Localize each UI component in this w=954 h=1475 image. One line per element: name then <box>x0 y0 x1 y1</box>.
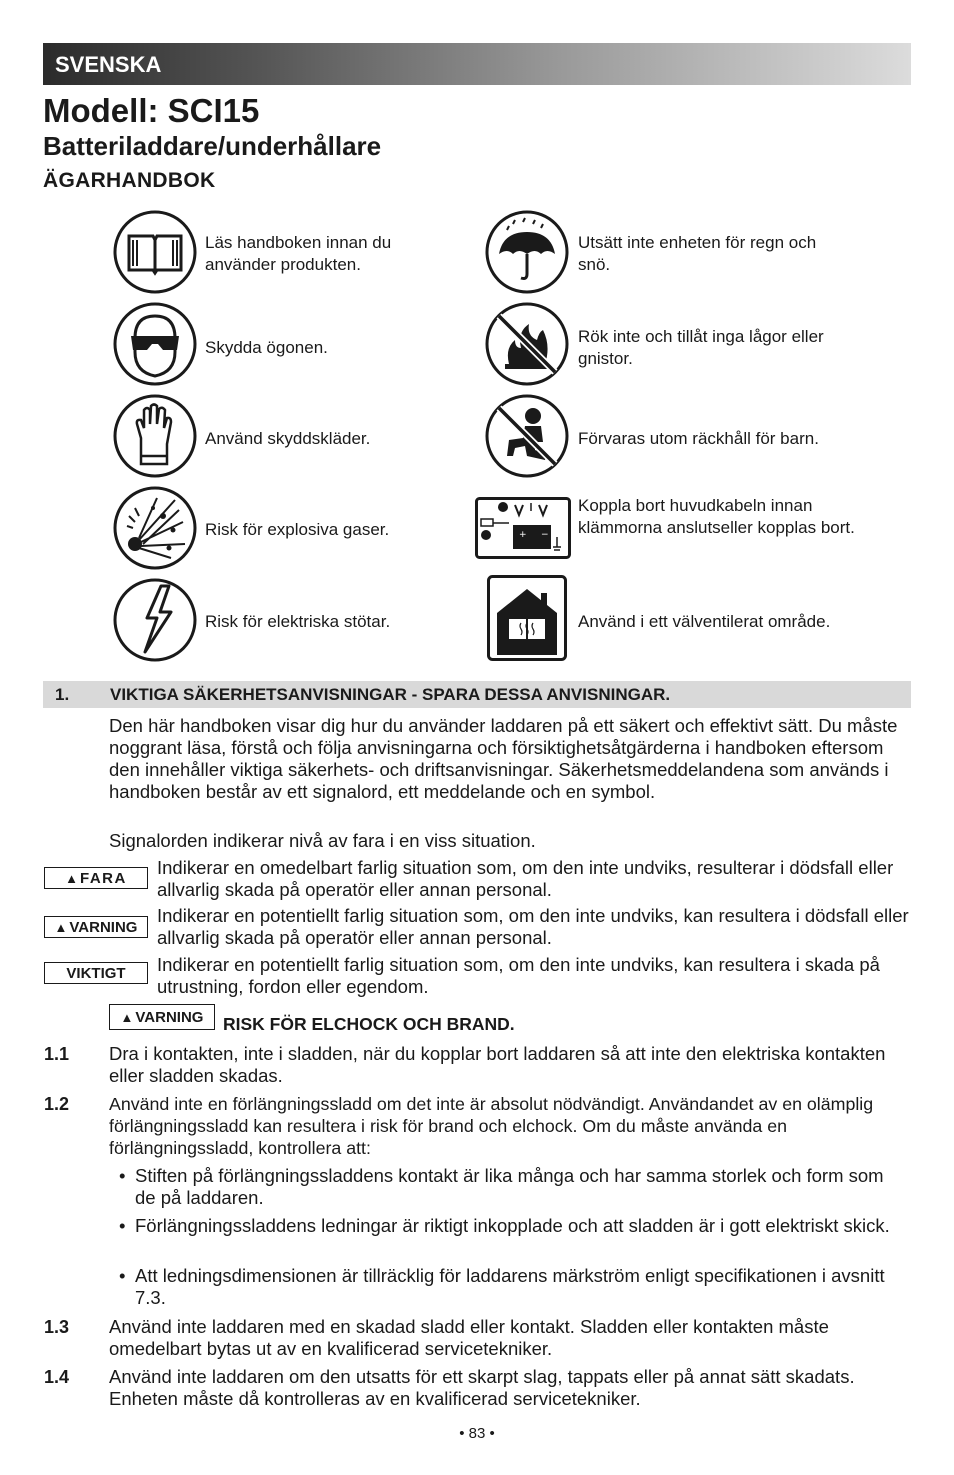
signal-label-fara: ▲ FARA <box>44 867 148 889</box>
symbol-text-explosive-gas: Risk för explosiva gaser. <box>205 520 390 539</box>
item-number: 1.2 <box>44 1094 70 1114</box>
symbol-text-eye-protection: Skydda ögonen. <box>205 338 328 357</box>
glove-icon <box>113 394 197 478</box>
language-banner <box>43 43 911 85</box>
warning-triangle-icon: ▲ <box>120 1009 134 1025</box>
manual-heading: ÄGARHANDBOK <box>43 169 216 192</box>
signal-label-viktigt: VIKTIGT <box>44 962 148 984</box>
signal-text-fara: Indikerar en omedelbart farlig situation som, om den inte undviks, resulterar i dödsfall eller allvarlig skada på operatör eller annan personal. <box>157 857 894 900</box>
signal-label-varning: ▲ VARNING <box>44 916 148 938</box>
explosion-icon <box>113 486 197 570</box>
signal-label-varning-heading: ▲ VARNING <box>109 1004 215 1030</box>
signal-text-varning: Indikerar en potentiellt farlig situation som, om den inte undviks, kan resultera i dödsfall eller allvarlig skada på operatör eller annan personal. <box>157 905 909 948</box>
bullet-dot: • <box>119 1265 126 1286</box>
bullet-dot: • <box>119 1215 126 1236</box>
symbol-text-no-smoking: Rök inte och tillåt inga lågor eller gnistor. <box>578 327 824 368</box>
language-label: SVENSKA <box>55 52 162 77</box>
item-number: 1.1 <box>44 1044 70 1064</box>
list-item: • Att ledningsdimensionen är tillräcklig för laddarens märkström enligt specifikationen i avsnitt 7.3. <box>119 1265 885 1308</box>
item-text: Använd inte laddaren med en skadad sladd eller kontakt. Sladden eller kontakten måste omedelbart bytas ut av en kvalificerad servicetekniker. <box>109 1316 829 1359</box>
symbol-text-ventilation: Använd i ett välventilerat område. <box>578 612 831 631</box>
intro-paragraph: Den här handboken visar dig hur du använder laddaren på ett säkert och effektivt sätt. Du måste noggrant läsa, förstå och följa anvisningarna och försiktighetsåtgärderna i handboken eftersom den innehåller viktiga säkerhets- och driftsanvisningar. Säkerhetsmeddelandena som används i handboken består av ett signalord, ett meddelande och en symbol. <box>109 715 898 802</box>
section-number: 1. <box>55 685 70 704</box>
item-number: 1.3 <box>44 1317 70 1337</box>
page-title: Modell: SCI15 <box>43 92 260 129</box>
warning-triangle-icon: ▲ <box>54 919 68 935</box>
product-subtitle: Batteriladdare/underhållare <box>43 131 382 161</box>
section-header <box>43 681 911 708</box>
item-text: Dra i kontakten, inte i sladden, när du kopplar bort laddaren så att inte den elektriska kontakten eller sladden skadas. <box>109 1043 886 1086</box>
svg-text:−: − <box>541 530 549 540</box>
svg-text:+: + <box>519 530 527 540</box>
symbol-text-electric-shock: Risk för elektriska stötar. <box>205 612 391 631</box>
list-item: • Stiften på förlängningssladdens kontakt är lika många och har samma storlek och form som de på laddaren. <box>119 1165 884 1208</box>
no-children-icon <box>485 394 569 478</box>
symbol-text-protective-clothing: Använd skyddskläder. <box>205 429 371 448</box>
list-item: • Förlängningssladdens ledningar är riktigt inkopplade och att sladden är i gott elektriskt skick. <box>119 1215 890 1236</box>
signal-text-viktigt: Indikerar en potentiellt farlig situation som, om den inte undviks, kan resultera i skada på utrustning, fordon eller egendom. <box>157 954 880 997</box>
no-flame-icon <box>485 302 569 386</box>
item-text: Använd inte laddaren om den utsatts för ett skarpt slag, tappats eller på annat sätt skadats. Enheten måste då kontrolleras av en kvalificerad servicetekniker. <box>109 1366 855 1409</box>
warning-heading: RISK FÖR ELCHOCK OCH BRAND. <box>223 1014 515 1034</box>
symbol-text-children: Förvaras utom räckhåll för barn. <box>578 429 819 448</box>
lightning-icon <box>113 578 197 662</box>
symbol-text-disconnect: Koppla bort huvudkabeln innan klämmorna anslutseller kopplas bort. <box>578 496 855 537</box>
disconnect-battery-icon <box>475 497 571 559</box>
umbrella-rain-icon <box>485 210 569 294</box>
page-number: • 83 • <box>459 1425 495 1442</box>
section-title: VIKTIGA SÄKERHETSANVISNINGAR - SPARA DESSA ANVISNINGAR. <box>110 685 671 704</box>
bullet-dot: • <box>119 1165 126 1186</box>
symbol-text-no-rain: Utsätt inte enheten för regn och snö. <box>578 233 817 274</box>
item-number: 1.4 <box>44 1367 70 1387</box>
ventilated-house-icon <box>487 575 567 661</box>
symbol-text-read-manual: Läs handboken innan du använder produkten. <box>205 233 392 274</box>
item-text: Använd inte en förlängningssladd om det inte är absolut nödvändigt. Användandet av en olämplig förlängningssladd kan resultera i risk för brand och elchock. Om du måste använda en förlängningssladd, kontrollera att: <box>109 1094 874 1158</box>
book-icon <box>113 210 197 294</box>
warning-triangle-icon: ▲ <box>65 870 79 886</box>
goggles-face-icon <box>113 302 197 386</box>
signal-intro: Signalorden indikerar nivå av fara i en viss situation. <box>109 830 536 851</box>
